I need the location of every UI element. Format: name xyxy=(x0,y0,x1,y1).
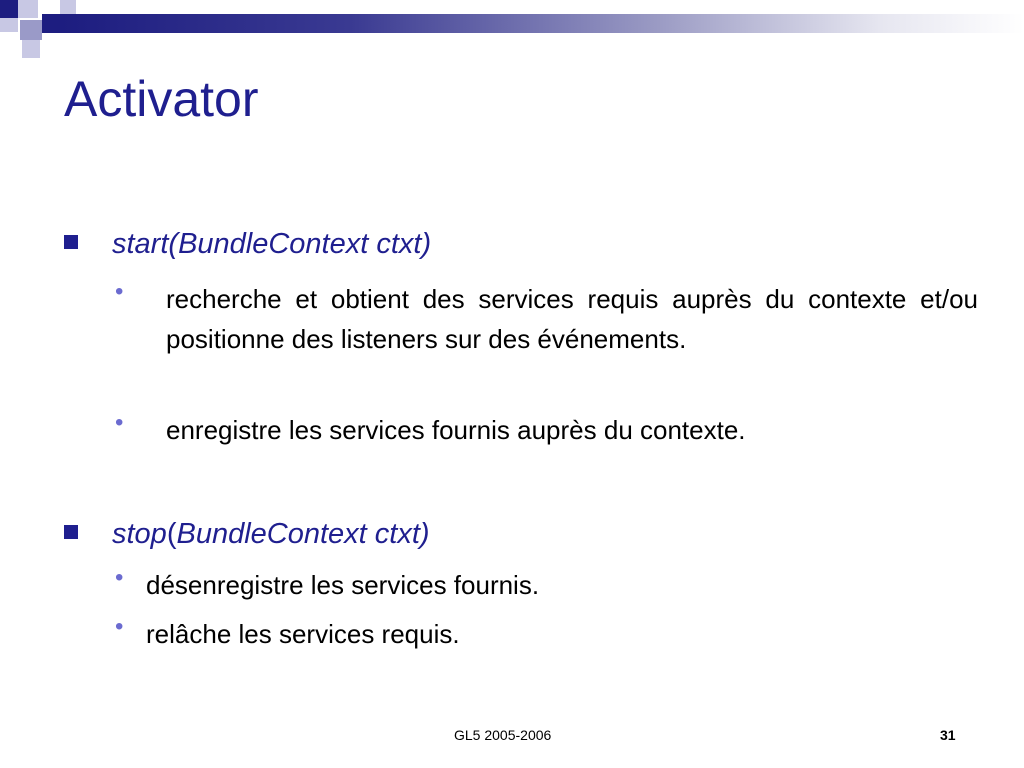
bullet-label-prefix: start( xyxy=(112,228,179,260)
slide-title: Activator xyxy=(64,71,259,127)
bullet-item-stop xyxy=(64,514,430,554)
sub-bullet-text: recherche et obtient des services requis auprès du contexte et/ou positionne des listeners sur des événements. xyxy=(166,284,978,354)
square-bullet-icon xyxy=(64,235,78,249)
ornament-square-light xyxy=(22,40,40,58)
ornament-square-light xyxy=(18,0,38,18)
ornament-square-dark xyxy=(0,0,18,18)
dot-bullet-icon: • xyxy=(115,613,124,640)
page-number: 31 xyxy=(940,727,956,743)
sub-bullet-text: enregistre les services fournis auprès du contexte. xyxy=(166,415,746,445)
dot-bullet-icon: • xyxy=(115,564,124,591)
sub-bullet-item xyxy=(115,278,978,359)
ornament-square-light xyxy=(0,18,18,32)
bullet-label-rest: BundleContext ctxt) xyxy=(176,518,430,550)
sub-bullet-text: relâche les services requis. xyxy=(146,619,460,649)
bullet-label-prefix: stop xyxy=(112,518,167,550)
header-gradient-bar xyxy=(62,14,1024,33)
footer-text: GL5 2005-2006 xyxy=(454,727,552,743)
dot-bullet-icon: • xyxy=(115,409,124,436)
bullet-item-start xyxy=(64,224,431,264)
dot-bullet-icon: • xyxy=(115,278,124,305)
sub-bullet-item xyxy=(115,613,946,654)
header-ornament xyxy=(0,0,1024,60)
bullet-label-paren: ( xyxy=(166,518,177,550)
bullet-label-rest: BundleContext ctxt) xyxy=(178,228,432,260)
sub-bullet-text: désenregistre les services fournis. xyxy=(146,570,540,600)
sub-bullet-item xyxy=(115,409,978,450)
ornament-square-mid xyxy=(20,20,42,40)
ornament-square-light xyxy=(60,0,76,14)
ornament-square-dark xyxy=(42,14,62,33)
sub-bullet-item xyxy=(115,564,946,605)
square-bullet-icon xyxy=(64,525,78,539)
